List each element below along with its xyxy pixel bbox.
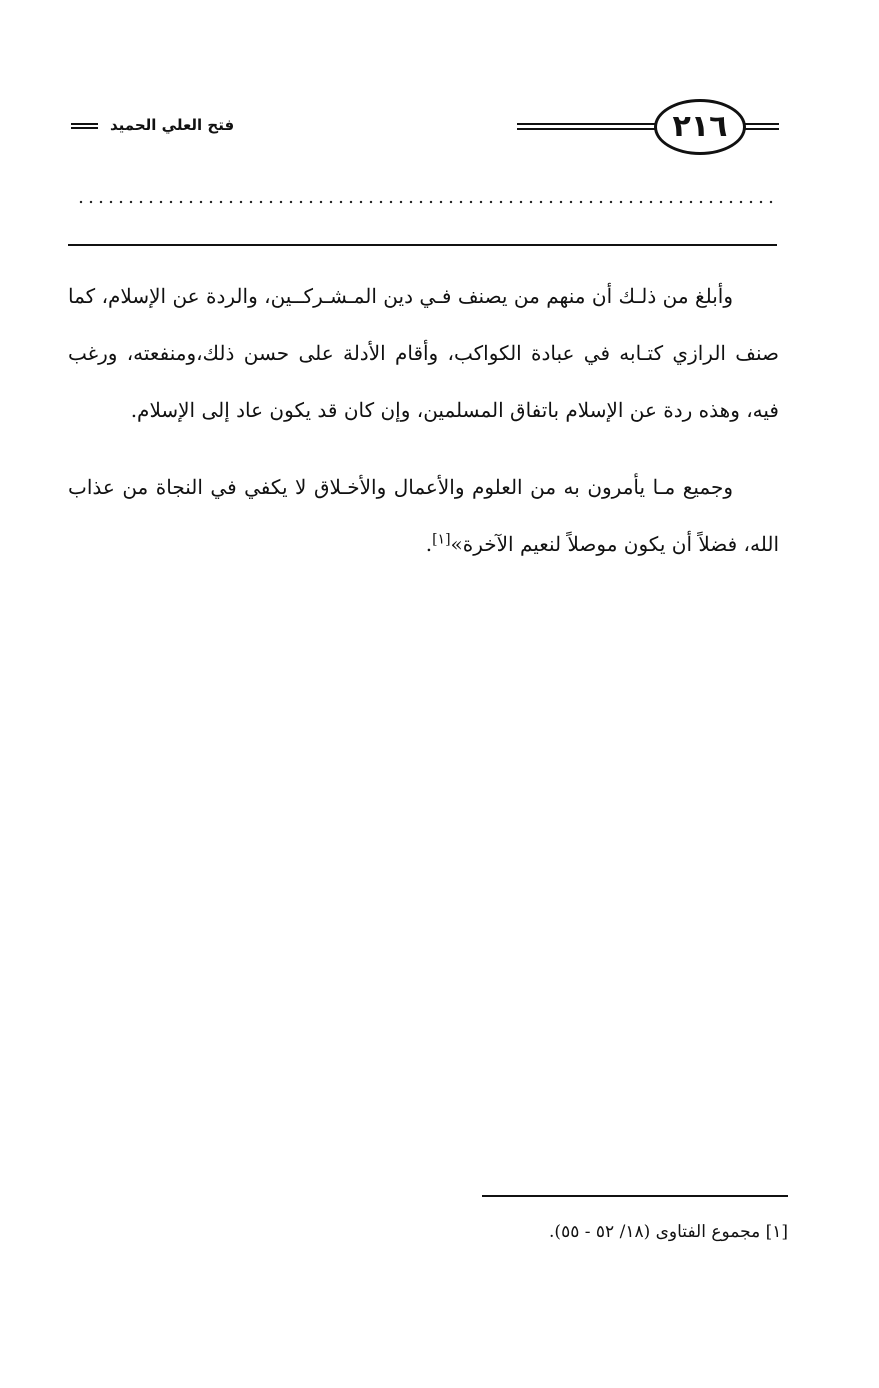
footnote: [١] مجموع الفتاوى (١٨/ ٥٢ - ٥٥). xyxy=(549,1222,788,1242)
header-double-rule-right xyxy=(744,123,779,130)
main-text xyxy=(68,268,779,573)
paragraph-1: وأبلغ من ذلـك أن منهم من يصنف فـي دين المـشـركــين، والردة عن الإسلام، كما صنف الرازي كتـابه في عبادة الكواكب، وأقام الأدلة على حسن ذلك،ومنفعته، ورغب فيه، وهذه ردة عن الإسلام باتفاق المسلمين، وإن كان قد يكون عاد إلى الإسلام. xyxy=(68,284,779,422)
paragraph-2 xyxy=(68,459,779,573)
dotted-separator xyxy=(76,197,774,207)
footnote-reference: [١] xyxy=(432,531,451,548)
book-title: فتح العلي الحميد xyxy=(110,116,235,134)
footnote-rule xyxy=(482,1195,788,1197)
page-number-badge xyxy=(654,99,746,155)
paragraph-2-end: . xyxy=(425,532,433,556)
page-number: ٢١٦ xyxy=(672,109,728,144)
header-ornament-left xyxy=(71,123,98,129)
header-double-rule-left xyxy=(517,123,657,130)
header-rule xyxy=(68,244,777,246)
paragraph-2-text: وجميع مـا يأمرون به من العلوم والأعمال والأخـلاق لا يكفي في النجاة من عذاب الله، فضلاً أن يكون موصلاً لنعيم الآخرة» xyxy=(68,475,779,556)
